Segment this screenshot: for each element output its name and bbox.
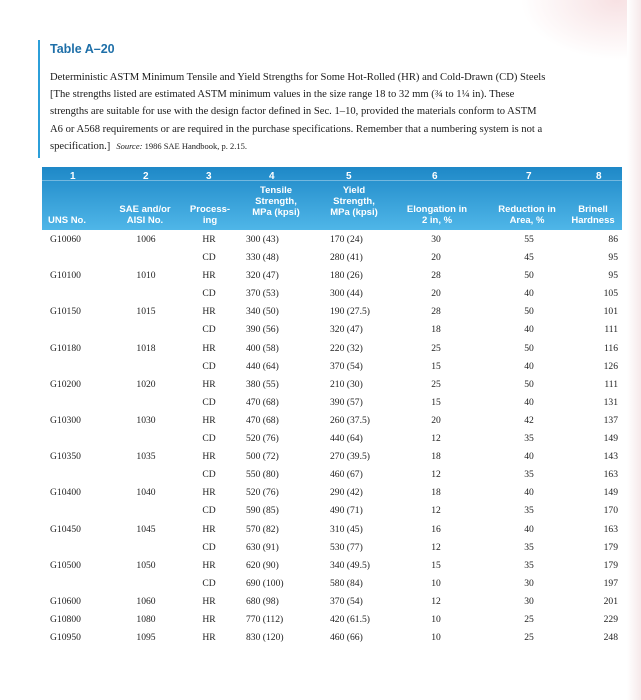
cell-brinell-hardness: 201 bbox=[603, 595, 618, 607]
table-row bbox=[42, 393, 622, 411]
cell-brinell-hardness: 197 bbox=[603, 577, 618, 589]
table-row bbox=[42, 230, 622, 248]
cell-processing: CD bbox=[202, 252, 216, 264]
cell-uns-number: G10180 bbox=[50, 342, 81, 354]
cell-uns-number: G10450 bbox=[50, 523, 81, 535]
column-number-4: 4 bbox=[269, 171, 275, 182]
header-tensile-line: MPa (kpsi) bbox=[252, 207, 300, 218]
cell-reduction-in-area: 40 bbox=[524, 288, 534, 300]
table-row bbox=[42, 411, 622, 429]
cell-brinell-hardness: 179 bbox=[603, 559, 618, 571]
cell-elongation: 20 bbox=[431, 414, 441, 426]
cell-processing: CD bbox=[202, 433, 216, 445]
cell-tensile-strength: 380 (55) bbox=[246, 378, 279, 390]
header-tensile bbox=[236, 185, 316, 218]
cell-yield-strength: 460 (67) bbox=[330, 469, 363, 481]
column-number-3: 3 bbox=[206, 171, 212, 182]
header-reduction-line: Area, % bbox=[509, 215, 545, 226]
caption-line: specification.] bbox=[50, 140, 111, 152]
cell-tensile-strength: 590 (85) bbox=[246, 505, 279, 517]
cell-brinell-hardness: 248 bbox=[603, 632, 618, 644]
cell-elongation: 12 bbox=[431, 469, 441, 481]
table-row bbox=[42, 465, 622, 483]
cell-yield-strength: 370 (54) bbox=[330, 595, 363, 607]
cell-elongation: 12 bbox=[431, 595, 441, 607]
cell-tensile-strength: 690 (100) bbox=[246, 577, 284, 589]
cell-sae-number: 1080 bbox=[136, 613, 156, 625]
cell-elongation: 18 bbox=[431, 487, 441, 499]
header-yield-line: MPa (kpsi) bbox=[330, 207, 378, 218]
cell-reduction-in-area: 45 bbox=[524, 252, 534, 264]
cell-yield-strength: 490 (71) bbox=[330, 505, 363, 517]
cell-brinell-hardness: 149 bbox=[603, 433, 618, 445]
cell-uns-number: G10600 bbox=[50, 595, 81, 607]
table-header bbox=[42, 167, 622, 230]
cell-processing: CD bbox=[202, 541, 216, 553]
cell-processing: HR bbox=[202, 451, 216, 463]
cell-yield-strength: 180 (26) bbox=[330, 270, 363, 282]
header-yield bbox=[314, 185, 394, 218]
cell-tensile-strength: 470 (68) bbox=[246, 414, 279, 426]
table-row bbox=[42, 302, 622, 320]
cell-tensile-strength: 630 (91) bbox=[246, 541, 279, 553]
cell-processing: HR bbox=[202, 487, 216, 499]
cell-reduction-in-area: 30 bbox=[524, 577, 534, 589]
caption-line: [The strengths listed are estimated ASTM minimum values in the size range 18 to 32 mm (¾ to 1¼ in). These bbox=[50, 89, 515, 101]
cell-brinell-hardness: 95 bbox=[608, 270, 618, 282]
cell-yield-strength: 390 (57) bbox=[330, 396, 363, 408]
header-tensile-line: Strength, bbox=[255, 196, 297, 207]
table-body bbox=[42, 230, 622, 646]
cell-elongation: 20 bbox=[431, 252, 441, 264]
cell-processing: HR bbox=[202, 414, 216, 426]
cell-elongation: 10 bbox=[431, 632, 441, 644]
cell-reduction-in-area: 50 bbox=[524, 342, 534, 354]
cell-elongation: 25 bbox=[431, 378, 441, 390]
cell-processing: HR bbox=[202, 342, 216, 354]
cell-brinell-hardness: 131 bbox=[603, 396, 618, 408]
caption-line: strengths are suitable for use with the design factor defined in Sec. 1–10, provided the materials conform to ASTM bbox=[50, 106, 537, 118]
cell-uns-number: G10300 bbox=[50, 414, 81, 426]
cell-yield-strength: 190 (27.5) bbox=[330, 306, 370, 318]
cell-tensile-strength: 390 (56) bbox=[246, 324, 279, 336]
header-divider bbox=[42, 180, 622, 181]
cell-reduction-in-area: 40 bbox=[524, 396, 534, 408]
cell-processing: HR bbox=[202, 270, 216, 282]
cell-tensile-strength: 680 (98) bbox=[246, 595, 279, 607]
cell-yield-strength: 320 (47) bbox=[330, 324, 363, 336]
cell-yield-strength: 310 (45) bbox=[330, 523, 363, 535]
source-text: 1986 SAE Handbook, p. 2.15. bbox=[144, 140, 248, 151]
cell-reduction-in-area: 50 bbox=[524, 306, 534, 318]
source-citation bbox=[116, 141, 247, 151]
cell-brinell-hardness: 86 bbox=[608, 234, 618, 245]
column-number-6: 6 bbox=[432, 171, 438, 182]
cell-uns-number: G10200 bbox=[50, 378, 81, 390]
table-row bbox=[42, 357, 622, 375]
cell-brinell-hardness: 105 bbox=[603, 288, 618, 300]
cell-processing: HR bbox=[202, 613, 216, 625]
header-uns-text: UNS No. bbox=[48, 215, 86, 226]
cell-yield-strength: 260 (37.5) bbox=[330, 414, 370, 426]
table-row bbox=[42, 628, 622, 646]
cell-brinell-hardness: 116 bbox=[603, 342, 618, 354]
cell-yield-strength: 220 (32) bbox=[330, 342, 363, 354]
cell-processing: CD bbox=[202, 469, 216, 481]
table-row bbox=[42, 339, 622, 357]
cell-reduction-in-area: 35 bbox=[524, 469, 534, 481]
cell-tensile-strength: 330 (48) bbox=[246, 252, 279, 264]
table-row bbox=[42, 284, 622, 302]
cell-uns-number: G10100 bbox=[50, 270, 81, 282]
cell-elongation: 15 bbox=[431, 360, 441, 372]
cell-reduction-in-area: 35 bbox=[524, 541, 534, 553]
cell-processing: HR bbox=[202, 234, 216, 245]
header-sae-line: SAE and/or bbox=[119, 204, 171, 215]
cell-brinell-hardness: 143 bbox=[603, 451, 618, 463]
cell-uns-number: G10060 bbox=[50, 234, 81, 245]
header-sae bbox=[106, 204, 184, 226]
table-row bbox=[42, 538, 622, 556]
cell-brinell-hardness: 170 bbox=[603, 505, 618, 517]
cell-brinell-hardness: 95 bbox=[608, 252, 618, 264]
cell-uns-number: G10500 bbox=[50, 559, 81, 571]
cell-elongation: 28 bbox=[431, 270, 441, 282]
cell-processing: HR bbox=[202, 378, 216, 390]
cell-sae-number: 1020 bbox=[136, 378, 156, 390]
cell-tensile-strength: 520 (76) bbox=[246, 487, 279, 499]
table-row bbox=[42, 320, 622, 338]
header-brinell-line: Hardness bbox=[571, 215, 615, 226]
cell-tensile-strength: 830 (120) bbox=[246, 632, 284, 644]
column-number-1: 1 bbox=[70, 171, 76, 182]
cell-brinell-hardness: 137 bbox=[603, 414, 618, 426]
cell-sae-number: 1095 bbox=[136, 632, 156, 644]
cell-tensile-strength: 520 (76) bbox=[246, 433, 279, 445]
cell-reduction-in-area: 35 bbox=[524, 505, 534, 517]
cell-reduction-in-area: 35 bbox=[524, 433, 534, 445]
cell-tensile-strength: 440 (64) bbox=[246, 360, 279, 372]
cell-sae-number: 1015 bbox=[136, 306, 156, 318]
cell-tensile-strength: 550 (80) bbox=[246, 469, 279, 481]
table-row bbox=[42, 429, 622, 447]
cell-elongation: 18 bbox=[431, 451, 441, 463]
cell-sae-number: 1040 bbox=[136, 487, 156, 499]
cell-elongation: 15 bbox=[431, 559, 441, 571]
cell-uns-number: G10950 bbox=[50, 632, 81, 644]
cell-elongation: 25 bbox=[431, 342, 441, 354]
column-number-8: 8 bbox=[596, 171, 602, 182]
cell-processing: CD bbox=[202, 577, 216, 589]
cell-yield-strength: 280 (41) bbox=[330, 252, 363, 264]
caption-line: A6 or A568 requirements or are required in the purchase specifications. Remember that a numbering system is not a bbox=[50, 123, 543, 135]
header-processing-line: Process- bbox=[189, 204, 231, 215]
cell-elongation: 10 bbox=[431, 613, 441, 625]
cell-uns-number: G10350 bbox=[50, 451, 81, 463]
cell-yield-strength: 440 (64) bbox=[330, 433, 363, 445]
cell-yield-strength: 530 (77) bbox=[330, 541, 363, 553]
cell-yield-strength: 300 (44) bbox=[330, 288, 363, 300]
header-processing-line: ing bbox=[202, 215, 218, 226]
cell-sae-number: 1018 bbox=[136, 342, 156, 354]
cell-reduction-in-area: 50 bbox=[524, 378, 534, 390]
cell-reduction-in-area: 40 bbox=[524, 324, 534, 336]
cell-tensile-strength: 500 (72) bbox=[246, 451, 279, 463]
cell-reduction-in-area: 25 bbox=[524, 613, 534, 625]
header-yield-line: Yield bbox=[342, 185, 366, 196]
source-label: Source: bbox=[116, 140, 143, 151]
cell-tensile-strength: 340 (50) bbox=[246, 306, 279, 318]
cell-tensile-strength: 470 (68) bbox=[246, 396, 279, 408]
cell-elongation: 12 bbox=[431, 505, 441, 517]
cell-sae-number: 1030 bbox=[136, 414, 156, 426]
header-brinell bbox=[564, 204, 622, 226]
cell-processing: HR bbox=[202, 595, 216, 607]
header-elongation-line: Elongation in bbox=[406, 204, 468, 215]
cell-reduction-in-area: 40 bbox=[524, 451, 534, 463]
cell-yield-strength: 270 (39.5) bbox=[330, 451, 370, 463]
table-row bbox=[42, 556, 622, 574]
header-yield-line: Strength, bbox=[333, 196, 375, 207]
cell-sae-number: 1035 bbox=[136, 451, 156, 463]
cell-reduction-in-area: 42 bbox=[524, 414, 534, 426]
cell-elongation: 12 bbox=[431, 541, 441, 553]
cell-tensile-strength: 570 (82) bbox=[246, 523, 279, 535]
table-row bbox=[42, 501, 622, 519]
cell-brinell-hardness: 111 bbox=[604, 324, 618, 336]
cell-elongation: 30 bbox=[431, 234, 441, 245]
header-sae-line: AISI No. bbox=[126, 215, 164, 226]
table-row bbox=[42, 592, 622, 610]
header-processing bbox=[182, 204, 238, 226]
table-row bbox=[42, 266, 622, 284]
cell-yield-strength: 290 (42) bbox=[330, 487, 363, 499]
cell-sae-number: 1010 bbox=[136, 270, 156, 282]
column-number-7: 7 bbox=[526, 171, 532, 182]
cell-yield-strength: 580 (84) bbox=[330, 577, 363, 589]
table-row bbox=[42, 447, 622, 465]
cell-uns-number: G10800 bbox=[50, 613, 81, 625]
cell-uns-number: G10400 bbox=[50, 487, 81, 499]
cell-brinell-hardness: 149 bbox=[603, 487, 618, 499]
cell-brinell-hardness: 179 bbox=[603, 541, 618, 553]
caption-line-last bbox=[50, 138, 628, 155]
cell-reduction-in-area: 40 bbox=[524, 523, 534, 535]
header-reduction bbox=[482, 204, 572, 226]
cell-yield-strength: 340 (49.5) bbox=[330, 559, 370, 571]
cell-tensile-strength: 320 (47) bbox=[246, 270, 279, 282]
cell-processing: CD bbox=[202, 505, 216, 517]
cell-uns-number: G10150 bbox=[50, 306, 81, 318]
header-elongation-line: 2 in, % bbox=[421, 215, 453, 226]
cell-sae-number: 1060 bbox=[136, 595, 156, 607]
cell-yield-strength: 420 (61.5) bbox=[330, 613, 370, 625]
cell-yield-strength: 460 (66) bbox=[330, 632, 363, 644]
column-number-2: 2 bbox=[143, 171, 149, 182]
strength-table bbox=[42, 167, 622, 646]
cell-processing: HR bbox=[202, 306, 216, 318]
cell-brinell-hardness: 126 bbox=[603, 360, 618, 372]
table-row bbox=[42, 610, 622, 628]
header-uns bbox=[44, 215, 108, 226]
header-elongation bbox=[392, 204, 482, 226]
table-row bbox=[42, 483, 622, 501]
cell-brinell-hardness: 163 bbox=[603, 523, 618, 535]
cell-processing: HR bbox=[202, 523, 216, 535]
cell-tensile-strength: 370 (53) bbox=[246, 288, 279, 300]
cell-yield-strength: 210 (30) bbox=[330, 378, 363, 390]
cell-brinell-hardness: 111 bbox=[604, 378, 618, 390]
cell-sae-number: 1045 bbox=[136, 523, 156, 535]
cell-tensile-strength: 400 (58) bbox=[246, 342, 279, 354]
table-caption-block bbox=[38, 40, 630, 158]
header-reduction-line: Reduction in bbox=[498, 204, 556, 215]
cell-reduction-in-area: 40 bbox=[524, 487, 534, 499]
cell-elongation: 15 bbox=[431, 396, 441, 408]
cell-tensile-strength: 620 (90) bbox=[246, 559, 279, 571]
cell-brinell-hardness: 163 bbox=[603, 469, 618, 481]
cell-elongation: 18 bbox=[431, 324, 441, 336]
table-title: Table A–20 bbox=[50, 42, 115, 56]
cell-elongation: 16 bbox=[431, 523, 441, 535]
table-row bbox=[42, 574, 622, 592]
cell-processing: CD bbox=[202, 396, 216, 408]
cell-reduction-in-area: 30 bbox=[524, 595, 534, 607]
cell-sae-number: 1006 bbox=[136, 234, 156, 245]
cell-processing: HR bbox=[202, 632, 216, 644]
cell-brinell-hardness: 101 bbox=[603, 306, 618, 318]
cell-processing: CD bbox=[202, 324, 216, 336]
table-row bbox=[42, 248, 622, 266]
column-number-5: 5 bbox=[346, 171, 352, 182]
cell-brinell-hardness: 229 bbox=[603, 613, 618, 625]
cell-yield-strength: 170 (24) bbox=[330, 234, 363, 245]
table-row bbox=[42, 375, 622, 393]
cell-yield-strength: 370 (54) bbox=[330, 360, 363, 372]
cell-elongation: 10 bbox=[431, 577, 441, 589]
cell-reduction-in-area: 40 bbox=[524, 360, 534, 372]
cell-processing: CD bbox=[202, 360, 216, 372]
cell-reduction-in-area: 55 bbox=[524, 234, 534, 245]
cell-reduction-in-area: 50 bbox=[524, 270, 534, 282]
cell-processing: HR bbox=[202, 559, 216, 571]
cell-elongation: 12 bbox=[431, 433, 441, 445]
header-brinell-line: Brinell bbox=[578, 204, 608, 215]
header-tensile-line: Tensile bbox=[259, 185, 293, 196]
cell-elongation: 20 bbox=[431, 288, 441, 300]
cell-tensile-strength: 300 (43) bbox=[246, 234, 279, 245]
cell-processing: CD bbox=[202, 288, 216, 300]
table-caption bbox=[50, 69, 628, 155]
caption-line: Deterministic ASTM Minimum Tensile and Yield Strengths for Some Hot-Rolled (HR) and Cold-Drawn (CD) Steels bbox=[50, 72, 546, 83]
table-row bbox=[42, 520, 622, 538]
cell-elongation: 28 bbox=[431, 306, 441, 318]
cell-sae-number: 1050 bbox=[136, 559, 156, 571]
cell-tensile-strength: 770 (112) bbox=[246, 613, 284, 625]
cell-reduction-in-area: 25 bbox=[524, 632, 534, 644]
cell-reduction-in-area: 35 bbox=[524, 559, 534, 571]
